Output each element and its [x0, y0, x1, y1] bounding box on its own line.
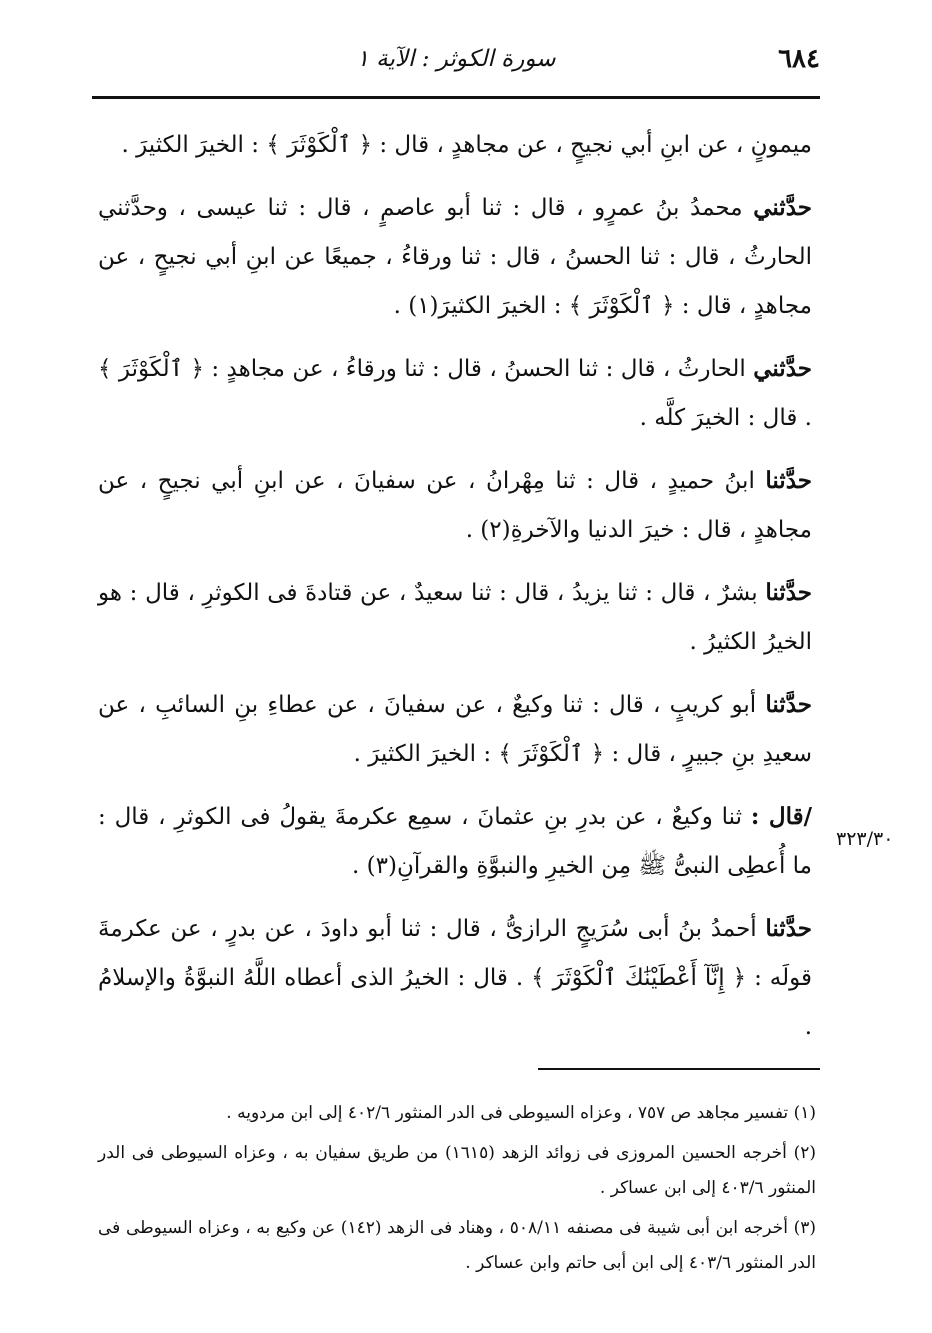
header-rule	[92, 96, 820, 99]
page-header	[92, 38, 820, 92]
paragraph-lead: حدَّثني	[753, 194, 812, 221]
footnotes	[98, 1096, 816, 1286]
paragraph-text: الحارثُ ، قال : ثنا الحسنُ ، قال : ثنا ورقاءُ ، عن مجاهدٍ : ﴿ ٱلْكَوْثَرَ ﴾ . قال : الخيرَ كلَّه .	[98, 356, 812, 431]
paragraph-lead: حدَّثني	[753, 355, 812, 382]
paragraph-8	[98, 904, 812, 1052]
footnote-separator	[538, 1068, 820, 1070]
paragraph-lead: حدَّثنا	[765, 467, 812, 494]
paragraph-lead: حدَّثنا	[765, 915, 812, 942]
paragraph-text: أبو كريبٍ ، قال : ثنا وكيعٌ ، عن سفيانَ ، عن عطاءِ بنِ السائبِ ، عن سعيدِ بنِ جبيرٍ ، قال : ﴿ ٱلْكَوْثَرَ ﴾ : الخيرَ الكثيرَ .	[98, 692, 812, 767]
footnote-2: (٢) أخرجه الحسين المروزى فى زوائد الزهد (١٦١٥) من طريق سفيان به ، وعزاه السيوطى فى الدر المنثور ٤٠٣/٦ إلى ابن عساكر .	[98, 1143, 816, 1198]
footnote-3: (٣) أخرجه ابن أبى شيبة فى مصنفه ٥٠٨/١١ ، وهناد فى الزهد (١٤٢) عن وكيع به ، وعزاه السيوطى فى الدر المنثور ٤٠٣/٦ إلى ابن أبى حاتم وابن عساكر .	[98, 1218, 816, 1273]
paragraph-5	[98, 568, 812, 667]
paragraph-text: ابنُ حميدٍ ، قال : ثنا مِهْرانُ ، عن سفيانَ ، عن ابنِ أبي نجيحٍ ، عن مجاهدٍ ، قال : خيرَ الدنيا والآخرةِ(٢) .	[98, 468, 812, 543]
margin-reference: ٣٢٣/٣٠	[836, 828, 894, 850]
paragraph-text: محمدُ بنُ عمرٍو ، قال : ثنا أبو عاصمٍ ، قال : ثنا عيسى ، وحدَّثني الحارثُ ، قال : ثنا الحسنُ ، قال : ثنا ورقاءُ ، جميعًا عن ابنِ أبي نجيحٍ ، عن مجاهدٍ ، قال : ﴿ ٱلْكَوْثَرَ ﴾ : الخيرَ الكثيرَ(١) .	[98, 195, 812, 319]
paragraph-text: أحمدُ بنُ أبى سُرَيجٍ الرازىُّ ، قال : ثنا أبو داودَ ، عن بدرٍ ، عن عكرمةَ قولَه : ﴿ إِنَّآ أَعْطَيْنَٰكَ ٱلْكَوْثَرَ ﴾ . قال : الخيرُ الذى أعطاه اللَّهُ النبوَّةُ والإسلامُ .	[98, 916, 812, 1040]
main-text	[98, 120, 812, 1065]
paragraph-2	[98, 183, 812, 331]
paragraph-7	[98, 792, 812, 891]
paragraph-lead: حدَّثنا	[765, 691, 812, 718]
paragraph-6	[98, 680, 812, 779]
paragraph-3	[98, 344, 812, 443]
paragraph-lead: حدَّثنا	[765, 579, 812, 606]
paragraph-1	[98, 120, 812, 170]
running-title: سورة الكوثر : الآية ١	[356, 46, 556, 72]
paragraph-lead: /قال :	[750, 803, 812, 830]
paragraph-text: ثنا وكيعٌ ، عن بدرِ بنِ عثمانَ ، سمِع عكرمةَ يقولُ فى الكوثرِ ، قال : ما أُعطِى النبىُّ ﷺ مِن الخيرِ والنبوَّةِ والقرآنِ(٣) .	[98, 804, 812, 879]
footnote-1: (١) تفسير مجاهد ص ٧٥٧ ، وعزاه السيوطى فى الدر المنثور ٤٠٢/٦ إلى ابن مردويه .	[226, 1103, 816, 1123]
page-number: ٦٨٤	[778, 44, 820, 74]
paragraph-4	[98, 456, 812, 555]
paragraph-text: بشرٌ ، قال : ثنا يزيدُ ، قال : ثنا سعيدٌ ، عن قتادةَ فى الكوثرِ ، قال : هو الخيرُ الكثيرُ .	[98, 580, 812, 655]
paragraph-text: ميمونٍ ، عن ابنِ أبي نجيحٍ ، عن مجاهدٍ ، قال : ﴿ ٱلْكَوْثَرَ ﴾ : الخيرَ الكثيرَ .	[121, 132, 812, 158]
